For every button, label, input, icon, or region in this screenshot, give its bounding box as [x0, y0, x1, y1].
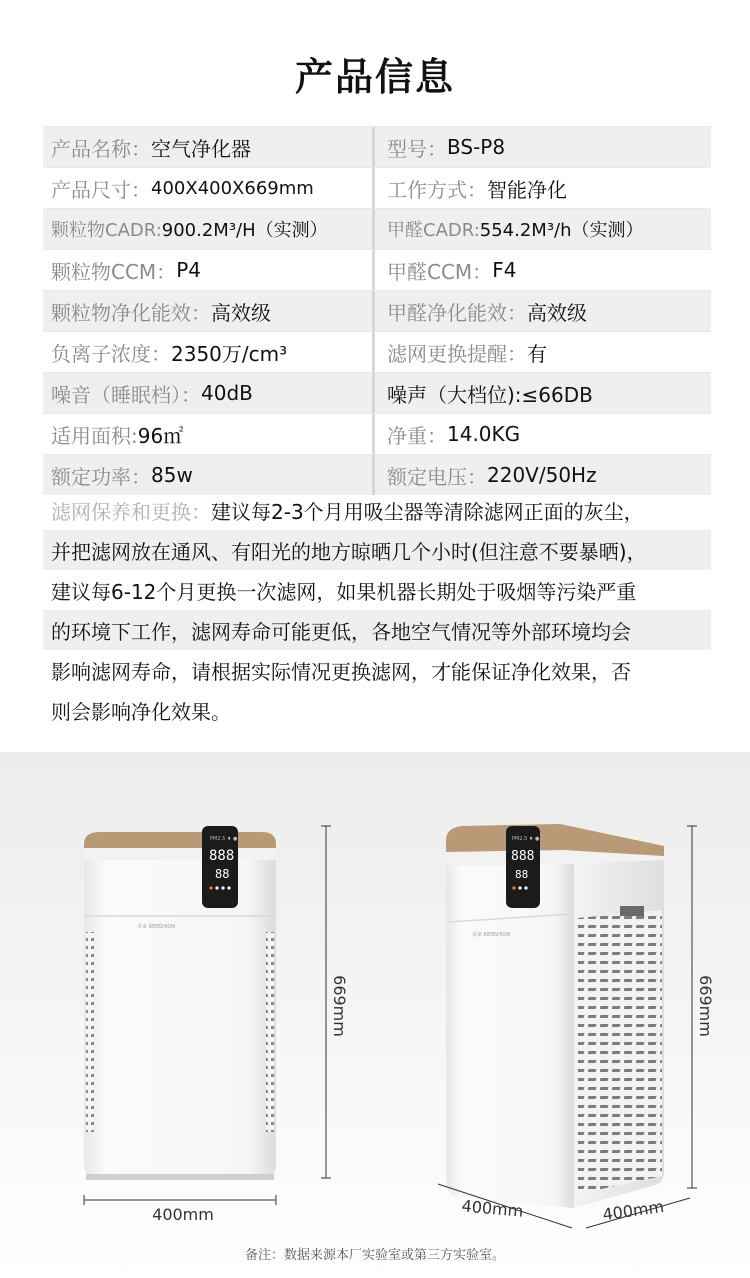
spec-label: 颗粒物CADR: [51, 220, 162, 241]
spec-table [43, 126, 711, 495]
spec-value: 智能净化 [487, 177, 567, 202]
spec-value: P4 [176, 258, 201, 282]
spec-cell [43, 209, 375, 249]
spec-value: 空气净化器 [151, 136, 251, 161]
spec-cell [43, 250, 375, 290]
spec-row [43, 413, 711, 454]
spec-value: 噪声（大档位):≤66DB [387, 382, 593, 407]
spec-label: 型号： [387, 136, 447, 161]
spec-label: 额定电压： [387, 464, 487, 489]
spec-label: 产品名称： [51, 136, 151, 161]
spec-label: 噪音（睡眠档）： [51, 382, 201, 407]
spec-label: 净重： [387, 423, 447, 448]
spec-label: 额定功率： [51, 464, 151, 489]
spec-cell [375, 373, 711, 413]
product-illustration [0, 752, 750, 1278]
spec-row [43, 126, 711, 167]
note-line: 并把滤网放在通风、有阳光的地方晾晒几个小时(但注意不要暴晒)， [43, 530, 711, 570]
spec-value: 96㎡ [137, 423, 184, 448]
spec-label: 颗粒物CCM： [51, 259, 177, 284]
spec-row [43, 290, 711, 331]
spec-cell [43, 332, 375, 372]
note-line [43, 490, 711, 530]
spec-value: 40dB [201, 381, 253, 405]
spec-cell [43, 168, 375, 208]
display-main-readout: 888 [511, 849, 535, 864]
spec-row [43, 331, 711, 372]
brand-logo: 米家 RENSHION [472, 932, 511, 938]
note-line: 影响滤网寿命，请根据实际情况更换滤网，才能保证净化效果，否 [51, 659, 631, 684]
spec-cell [375, 168, 711, 208]
spec-label: 适用面积: [51, 423, 138, 448]
data-source-footnote: 备注：数据来源本厂实验室或第三方实验室。 [244, 1248, 505, 1263]
spec-label: 工作方式： [387, 177, 487, 202]
front-height-dimension: 669mm [330, 975, 349, 1037]
note-line: 建议每6-12个月更换一次滤网，如果机器长期处于吸烟等污染严重 [51, 579, 637, 604]
spec-row [43, 167, 711, 208]
spec-cell [375, 332, 711, 372]
purifier-front-view [84, 826, 349, 1224]
display-sub-readout: 88 [215, 867, 230, 881]
spec-cell [43, 127, 375, 167]
spec-label: 颗粒物净化能效： [51, 300, 211, 325]
svg-text:PM2.5 ♦ ●: PM2.5 ♦ ● [210, 836, 238, 842]
spec-value: 有 [527, 341, 547, 366]
purifier-angled-view [438, 824, 715, 1228]
filter-care-note [43, 490, 711, 730]
spec-value: F4 [492, 258, 517, 282]
spec-cell [375, 455, 711, 495]
spec-row [43, 249, 711, 290]
spec-cell [43, 373, 375, 413]
side-height-dimension: 669mm [696, 975, 715, 1037]
front-width-dimension: 400mm [152, 1205, 214, 1224]
spec-label: 甲醛CCM： [387, 259, 493, 284]
spec-value: 高效级 [211, 300, 271, 325]
page-title: 产品信息 [294, 55, 455, 99]
spec-label: 滤网更换提醒： [387, 341, 527, 366]
note-label: 滤网保养和更换： [51, 499, 211, 524]
spec-value: 2350万/cm³ [171, 341, 288, 366]
spec-cell [43, 414, 375, 454]
spec-label: 甲醛CADR: [387, 220, 480, 241]
spec-value: 高效级 [527, 300, 587, 325]
side-width-dimension-a: 400mm [460, 1196, 525, 1221]
spec-value: BS-P8 [447, 135, 506, 159]
spec-value: 220V/50Hz [487, 463, 597, 487]
spec-value: 14.0KG [447, 422, 521, 446]
spec-cell [375, 127, 711, 167]
spec-value: 900.2M³/H（实测） [161, 220, 328, 241]
spec-cell [375, 414, 711, 454]
spec-cell [375, 209, 711, 249]
note-line: 的环境下工作，滤网寿命可能更低，各地空气情况等外部环境均会 [43, 610, 711, 650]
spec-value: 400X400X669mm [151, 177, 314, 199]
display-sub-readout: 88 [515, 868, 529, 881]
brand-logo: 米家 RENSHION [137, 924, 176, 930]
spec-label: 甲醛净化能效： [387, 300, 527, 325]
side-air-inlet-grill [578, 910, 662, 1194]
spec-cell [43, 455, 375, 495]
side-width-dimension-b: 400mm [601, 1196, 666, 1225]
spec-label: 产品尺寸： [51, 177, 151, 202]
handle-slot [620, 906, 644, 916]
spec-value: 554.2M³/h（实测） [479, 220, 644, 241]
spec-row [43, 372, 711, 413]
spec-cell [375, 250, 711, 290]
note-line: 则会影响净化效果。 [51, 699, 231, 724]
spec-row [43, 208, 711, 249]
spec-cell [375, 291, 711, 331]
product-image-area [0, 752, 750, 1278]
spec-value: 85w [151, 463, 193, 487]
note-text: 建议每2-3个月用吸尘器等清除滤网正面的灰尘， [211, 499, 644, 524]
svg-text:PM2.5 ♦ ●: PM2.5 ♦ ● [512, 836, 540, 842]
spec-cell [43, 291, 375, 331]
spec-row [43, 454, 711, 495]
display-main-readout: 888 [209, 848, 235, 864]
spec-label: 负离子浓度： [51, 341, 171, 366]
